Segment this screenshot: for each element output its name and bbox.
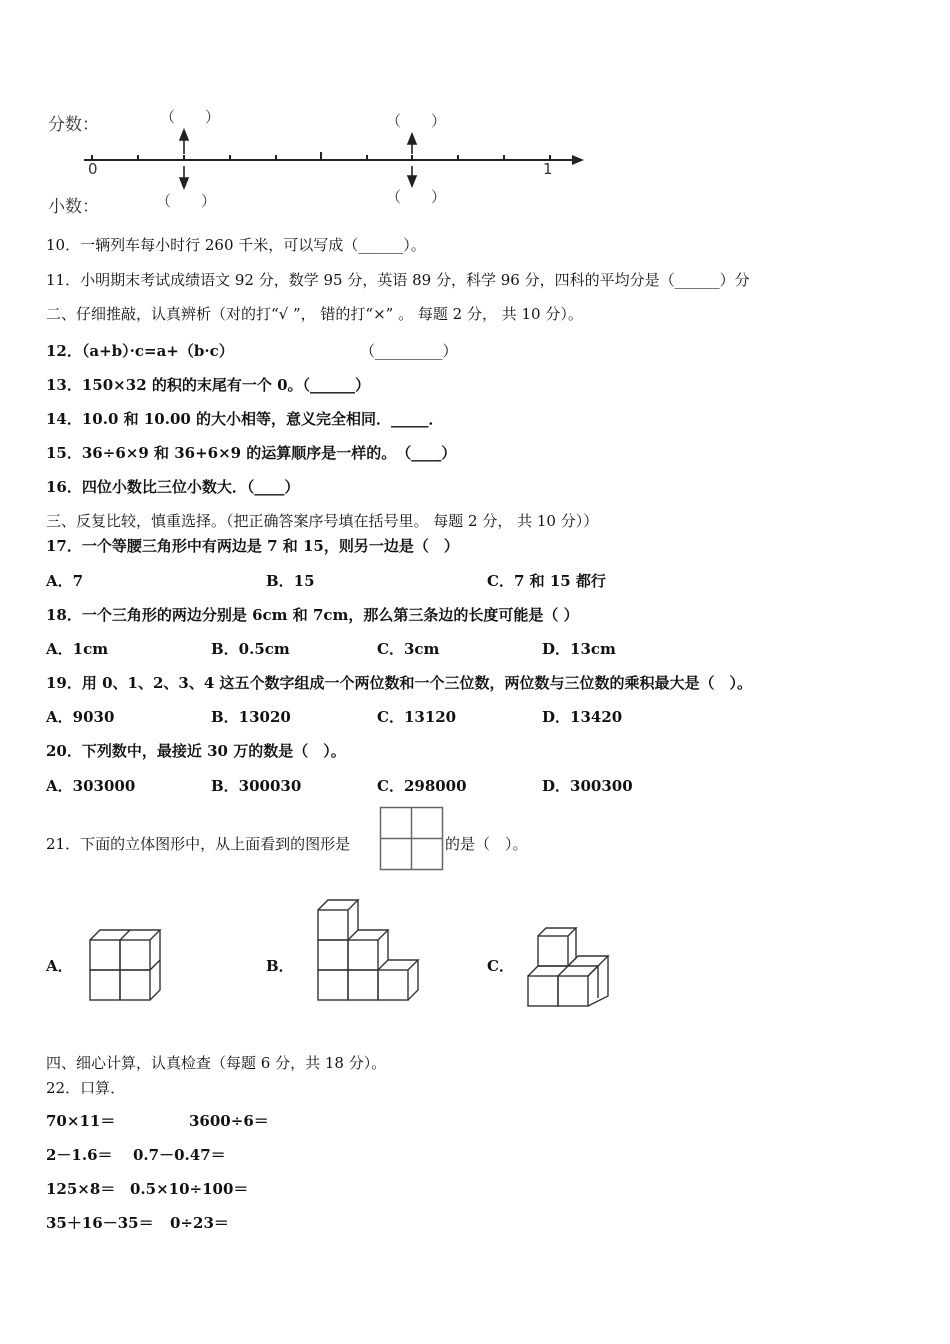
q19-option-a: A．9030 <box>46 708 115 726</box>
question-19: 19．用 0、1、2、3、4 这五个数字组成一个两位数和一个三位数，两位数与三位数的乘积最大是（ ）。 <box>46 674 753 692</box>
fraction-label: 分数： <box>48 115 99 135</box>
top-view-square-icon <box>379 806 445 872</box>
q18-option-c: C．3cm <box>377 640 440 658</box>
q20-option-d: D．300300 <box>542 777 633 795</box>
one-tick-label: 1 <box>543 160 553 178</box>
q21-option-a: A． <box>46 957 73 975</box>
cube-figure-b <box>314 894 426 1008</box>
q17-option-c: C．7 和 15 都行 <box>487 572 606 590</box>
decimal-label: 小数： <box>48 197 99 217</box>
question-11: 11．小明期末考试成绩语文 92 分，数学 95 分，英语 89 分，科学 96 分，四科的平均分是（______）分 <box>46 271 750 289</box>
q18-option-d: D．13cm <box>542 640 616 658</box>
calc-row-1-left: 70×11＝ <box>46 1112 116 1130</box>
decimal-blank-1: （ ） <box>156 192 217 210</box>
question-15: 15．36÷6×9 和 36+6×9 的运算顺序是一样的。 （____） <box>46 444 457 462</box>
calc-row-2-left: 2－1.6＝ <box>46 1146 113 1164</box>
q21-option-b: B． <box>266 957 294 975</box>
q17-option-a: A．7 <box>46 572 84 590</box>
question-10: 10．一辆列车每小时行 260 千米，可以写成（______）。 <box>46 236 426 254</box>
q19-option-c: C．13120 <box>377 708 457 726</box>
section-3-heading: 三、反复比较，慎重选择。（把正确答案序号填在括号里。 每题 2 分， 共 10 分）） <box>46 512 599 530</box>
q21-option-c: C． <box>487 957 514 975</box>
q17-option-b: B．15 <box>266 572 315 590</box>
zero-tick-label: 0 <box>88 160 98 178</box>
q20-option-c: C．298000 <box>377 777 467 795</box>
q20-option-b: B．300030 <box>211 777 302 795</box>
question-13: 13．150×32 的积的末尾有一个 0。（______） <box>46 376 371 394</box>
number-line <box>0 0 950 230</box>
calc-row-4-left: 35＋16－35＝ <box>46 1214 154 1232</box>
q19-option-d: D．13420 <box>542 708 623 726</box>
fraction-blank-1: （ ） <box>160 108 221 126</box>
question-17: 17．一个等腰三角形中有两边是 7 和 15，则另一边是（ ） <box>46 537 459 555</box>
question-12-blank: （_________） <box>360 342 458 360</box>
question-21-stem-after: 的是（ ）。 <box>445 835 528 853</box>
section-4-heading: 四、细心计算，认真检查（每题 6 分，共 18 分）。 <box>46 1054 387 1072</box>
fraction-blank-2: （ ） <box>386 112 447 130</box>
calc-row-3-right: 0.5×10÷100＝ <box>130 1180 249 1198</box>
q20-option-a: A．303000 <box>46 777 136 795</box>
calc-row-1-right: 3600÷6＝ <box>189 1112 269 1130</box>
cube-figure-a <box>86 924 166 1006</box>
calc-row-2-right: 0.7－0.47＝ <box>133 1146 226 1164</box>
decimal-blank-2: （ ） <box>386 188 447 206</box>
question-14: 14．10.0 和 10.00 的大小相等，意义完全相同．_____． <box>46 410 444 428</box>
q18-option-b: B．0.5cm <box>211 640 290 658</box>
question-12: 12．（a+b）·c=a+（b·c） <box>46 342 234 360</box>
calc-row-4-right: 0÷23＝ <box>170 1214 229 1232</box>
question-20: 20．下列数中，最接近 30 万的数是（ ）。 <box>46 742 346 760</box>
section-2-heading: 二、仔细推敲，认真辨析（对的打“√ ”， 错的打“×” 。 每题 2 分， 共 10 分）。 <box>46 305 583 323</box>
question-16: 16．四位小数比三位小数大．（____） <box>46 478 300 496</box>
question-18: 18．一个三角形的两边分别是 6cm 和 7cm，那么第三条边的长度可能是（ ） <box>46 606 579 624</box>
question-22: 22．口算． <box>46 1079 126 1097</box>
cube-figure-c <box>524 918 616 1012</box>
q19-option-b: B．13020 <box>211 708 291 726</box>
calc-row-3-left: 125×8＝ <box>46 1180 116 1198</box>
q18-option-a: A．1cm <box>46 640 109 658</box>
question-21-stem-before: 21．下面的立体图形中，从上面看到的图形是 <box>46 835 351 853</box>
